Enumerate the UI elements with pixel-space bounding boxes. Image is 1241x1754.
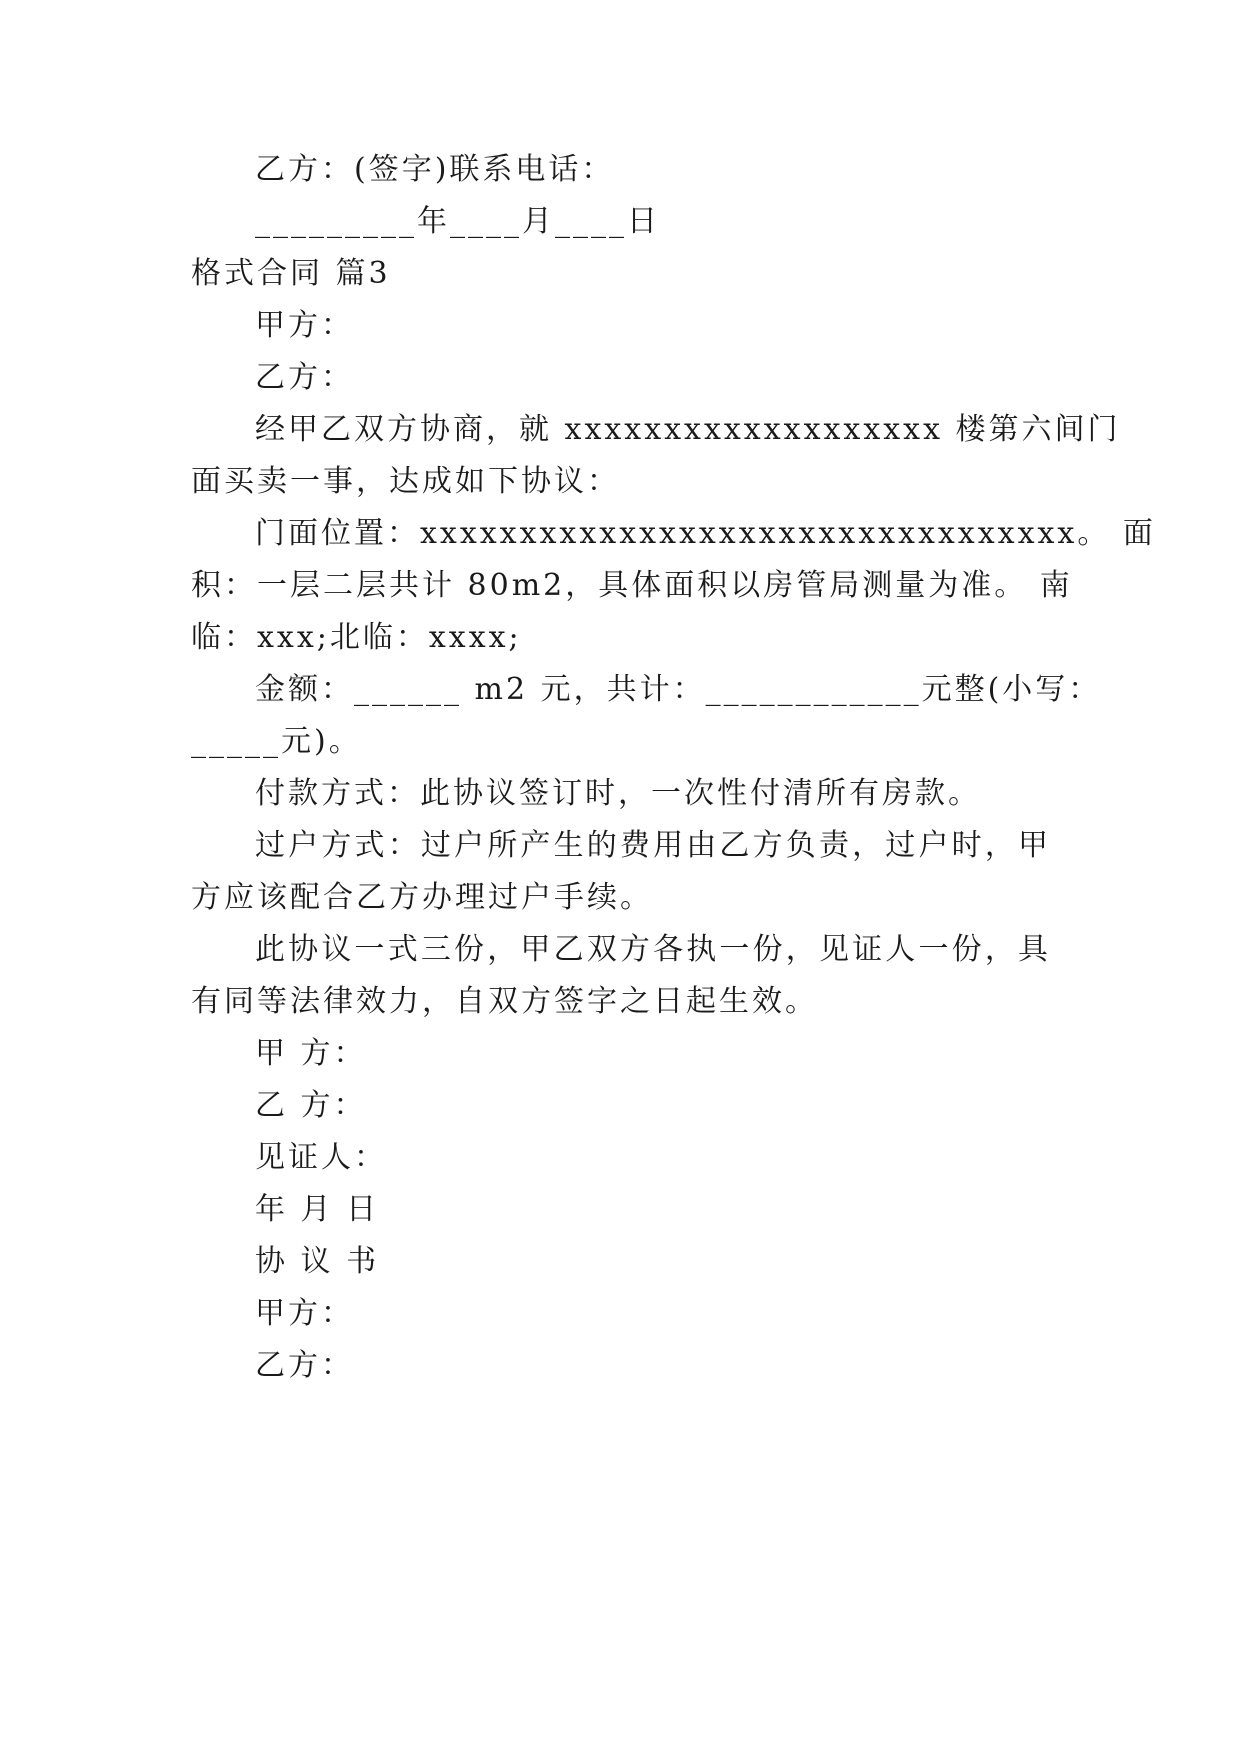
location-line-2: 积：一层二层共计 80m2，具体面积以房管局测量为准。 南 <box>191 568 1073 603</box>
party-a-signature-label: 甲 方： <box>255 1036 367 1071</box>
copies-clause-line-1: 此协议一式三份，甲乙双方各执一份，见证人一份，具 <box>255 932 1051 967</box>
second-party-b-label: 乙方： <box>255 1348 354 1383</box>
agreement-heading: 协 议 书 <box>255 1244 380 1279</box>
date-blank-line: _________年____月____日 <box>255 204 660 239</box>
party-b-label: 乙方： <box>255 360 354 395</box>
section-title: 格式合同 篇3 <box>191 256 391 291</box>
agreement-intro-line-1: 经甲乙双方协商，就 xxxxxxxxxxxxxxxxxxx 楼第六间门 <box>255 412 1121 447</box>
second-party-a-label: 甲方： <box>255 1296 354 1331</box>
copies-clause-line-2: 有同等法律效力，自双方签字之日起生效。 <box>191 984 818 1019</box>
agreement-intro-line-2: 面买卖一事，达成如下协议： <box>191 464 620 499</box>
party-b-signature-label: 乙 方： <box>255 1088 367 1123</box>
location-line-1: 门面位置：xxxxxxxxxxxxxxxxxxxxxxxxxxxxxxxxx。 面 <box>255 516 1156 551</box>
party-a-label: 甲方： <box>255 308 354 343</box>
location-line-3: 临：xxx;北临：xxxx; <box>191 620 522 655</box>
witness-label: 见证人： <box>255 1140 387 1175</box>
signature-date-line: 年 月 日 <box>255 1192 380 1227</box>
transfer-method-line-1: 过户方式：过户所产生的费用由乙方负责，过户时，甲 <box>255 828 1051 863</box>
transfer-method-line-2: 方应该配合乙方办理过户手续。 <box>191 880 653 915</box>
amount-line-1: 金额：______ m2 元，共计：____________元整(小写： <box>255 672 1102 707</box>
party-b-signature-line: 乙方：(签字)联系电话： <box>255 152 615 187</box>
amount-line-2: _____元)。 <box>191 724 362 759</box>
payment-method-line: 付款方式：此协议签订时，一次性付清所有房款。 <box>255 776 981 811</box>
